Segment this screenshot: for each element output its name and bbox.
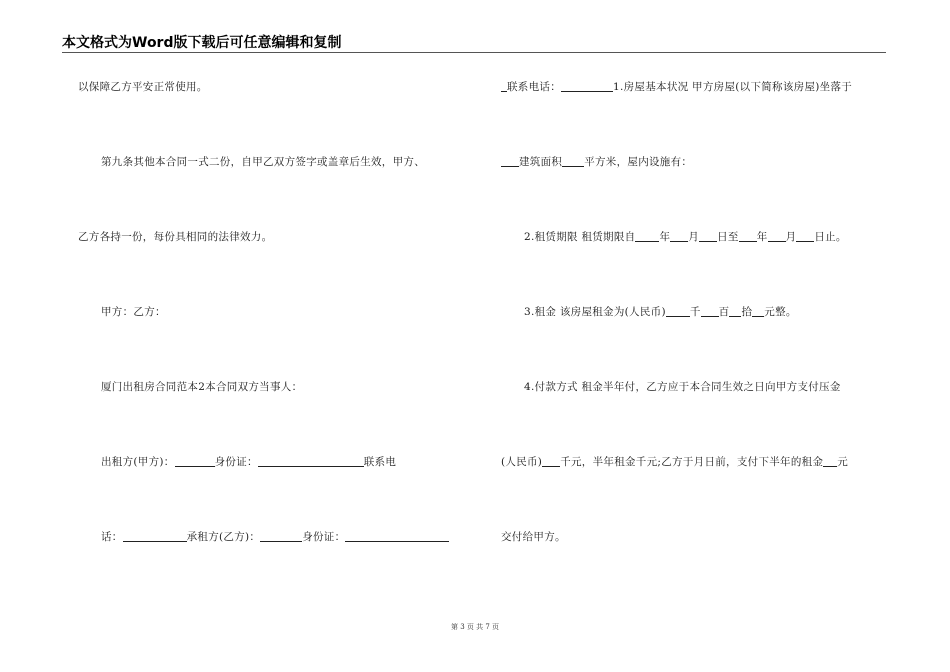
lessor-name-blank [175, 455, 215, 467]
payment-clause: 千元，半年租金千元;乙方于月日前，支付下半年的租金 [560, 456, 824, 468]
contact-phone-label-part1: 联系电 [363, 456, 397, 468]
lessor-phone-blank [123, 530, 187, 542]
rent-hundred-blank [701, 305, 719, 317]
right-line-5: 4.付款方式 租金半年付，乙方应于本合同生效之日向甲方支付压金 [524, 381, 841, 393]
deposit-blank [542, 455, 560, 467]
rent-label: 3.租金 该房屋租金为(人民币) [524, 306, 666, 318]
start-month-blank [670, 230, 688, 242]
id-card-label: 身份证： [214, 456, 258, 468]
right-line-1 [501, 80, 886, 94]
header-divider [62, 52, 886, 53]
left-line-1: 以保障乙方平安正常使用。 [78, 81, 208, 93]
ten-label: 拾 [741, 306, 753, 318]
area-label: 建筑面积 [519, 156, 563, 168]
end-year-blank [739, 230, 757, 242]
start-day-blank [699, 230, 717, 242]
lessee-phone-label: 联系电话： [507, 81, 561, 93]
thousand-label: 千 [689, 306, 701, 318]
rmb-label: (人民币) [501, 456, 543, 468]
left-line-7 [101, 530, 486, 544]
left-line-4: 甲方：乙方： [101, 306, 166, 318]
rent-second-half-blank [823, 455, 837, 467]
right-line-6 [501, 455, 886, 469]
blank [501, 155, 519, 167]
end-month-blank [768, 230, 786, 242]
left-line-3: 乙方各持一份，每份具相同的法律效力。 [78, 231, 273, 243]
lessee-label: 承租方(乙方)： [186, 531, 261, 543]
right-line-7: 交付给甲方。 [501, 531, 566, 543]
yuan-label: 元 [837, 456, 849, 468]
contact-phone-label-part2: 话： [101, 531, 123, 543]
right-line-3 [524, 230, 909, 244]
lessee-id-blank [345, 530, 449, 542]
lessee-name-blank [260, 530, 302, 542]
month-label: 月 [785, 231, 797, 243]
house-status-clause: 1.房屋基本状况 甲方房屋(以下简称该房屋)坐落于 [613, 81, 853, 93]
start-year-blank [635, 230, 659, 242]
right-line-2 [501, 155, 886, 169]
document-header-title: 本文格式为Word版下载后可任意编辑和复制 [62, 35, 342, 51]
lessee-id-card-label: 身份证： [302, 531, 346, 543]
day-to-label: 日至 [717, 231, 739, 243]
facilities-label: 平方米，屋内设施有： [584, 156, 693, 168]
lessee-phone-blank [561, 80, 613, 92]
end-day-blank [796, 230, 814, 242]
lessor-id-blank [258, 455, 364, 467]
day-end-label: 日止。 [814, 231, 847, 243]
left-line-6 [101, 455, 486, 469]
month-label: 月 [688, 231, 700, 243]
area-blank [562, 155, 584, 167]
page-number: 第 3 页 共 7 页 [450, 623, 500, 631]
right-line-4 [524, 305, 909, 319]
lease-term-label: 2.租赁期限 租赁期限自 [524, 231, 636, 243]
hundred-label: 百 [718, 306, 730, 318]
year-label: 年 [659, 231, 671, 243]
left-line-5: 厦门出租房合同范本2本合同双方当事人： [101, 381, 303, 393]
lessor-label: 出租方(甲方)： [101, 456, 175, 468]
rent-ten-blank [729, 305, 741, 317]
left-line-2: 第九条其他本合同一式二份，自甲乙双方签字或盖章后生效，甲方、 [101, 156, 425, 168]
year-label: 年 [756, 231, 768, 243]
rent-unit-blank [752, 305, 764, 317]
rent-thousand-blank [666, 305, 690, 317]
yuan-label: 元整。 [764, 306, 797, 318]
